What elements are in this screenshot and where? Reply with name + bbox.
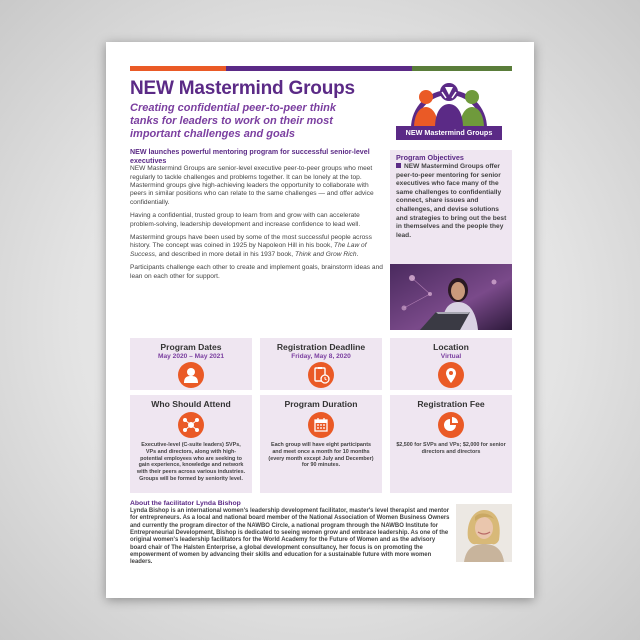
- card-title-program-duration: Program Duration: [284, 399, 358, 409]
- lynda-bishop-photo: [456, 504, 512, 562]
- who-should-attend-text: Executive-level (C-suite leaders) SVPs, VPs and directors, along with high-potential employees who are seeking to gain experience, knowledge and network with their peers across various industries. Groups will be formed by seniority level.: [136, 442, 246, 482]
- people-network-icon: [178, 412, 204, 438]
- intro-p3-text-a: Mastermind groups have been used by some of the most successful people across history. The concept was coined in 1925 by Napoleon Hill in his book,: [130, 234, 372, 250]
- bullet-icon: [396, 163, 401, 168]
- intro-paragraph-1: NEW Mastermind Groups are senior-level executive peer-to-peer groups who meet regularly to tackle challenges and problems together. It can be lonely at the top. Mastermind groups give high-achieving leaders the opportunity to collaborate with peers in similar positions who can relate to the same challenges — and offer advice confidentially.: [130, 165, 374, 206]
- facilitator-section: [130, 500, 450, 567]
- intro-paragraph-3: [130, 234, 386, 259]
- page-title: NEW Mastermind Groups: [130, 78, 355, 99]
- card-registration-deadline: [260, 338, 382, 390]
- registration-deadline-value: Friday, May 8, 2020: [291, 353, 351, 360]
- person-icon: [178, 362, 204, 388]
- top-color-bar: [130, 66, 512, 71]
- location-value: Virtual: [440, 353, 462, 360]
- card-title-registration-fee: Registration Fee: [417, 399, 485, 409]
- card-title-location: Location: [433, 342, 469, 352]
- card-who-should-attend: [130, 395, 252, 493]
- map-pin-icon: [438, 362, 464, 388]
- pie-chart-icon: [438, 412, 464, 438]
- card-title-who-should-attend: Who Should Attend: [151, 399, 231, 409]
- facilitator-title: About the facilitator Lynda Bishop: [130, 500, 241, 507]
- page-subtitle: Creating confidential peer-to-peer think tanks for leaders to work on their most important challenges and goals: [130, 102, 336, 140]
- card-program-dates: [130, 338, 252, 390]
- clipboard-clock-icon: [308, 362, 334, 388]
- logo-people-icon: [396, 76, 502, 128]
- objectives-text: [396, 163, 508, 240]
- woman-laptop-photo: [390, 264, 512, 330]
- intro-heading: NEW launches powerful mentoring program for successful senior-level executives: [130, 148, 370, 165]
- program-dates-value: May 2020 – May 2021: [158, 353, 224, 360]
- intro-paragraph-4: Participants challenge each other to create and implement goals, brainstorm ideas and lean on each other for support.: [130, 264, 383, 280]
- program-duration-text: Each group will have eight participants and meet once a month for 10 months (every month except July and December) for 90 minutes.: [268, 442, 374, 469]
- logo-label: NEW Mastermind Groups: [396, 126, 502, 140]
- card-registration-fee: [390, 395, 512, 493]
- book-title-think-and-grow-rich: Think and Grow Rich: [294, 250, 357, 258]
- card-location: [390, 338, 512, 390]
- flyer-page: [106, 42, 534, 598]
- intro-paragraph-2: Having a confidential, trusted group to learn from and grow with can accelerate problem-solving, leadership development and increase confidence to lead well.: [130, 212, 361, 228]
- intro-p3-text-b: , and described in more detail in his 1937 book,: [154, 250, 295, 258]
- color-bar-orange: [130, 66, 226, 71]
- objectives-body: NEW Mastermind Groups offer peer-to-peer mentoring for senior executives who face many of the same challenges to confidentially connect, share issues and challenges, and devise solutions and strategies to bring out the best in themselves and the people they lead.: [396, 163, 507, 239]
- color-bar-purple: [226, 66, 412, 71]
- card-title-program-dates: Program Dates: [160, 342, 222, 352]
- registration-fee-text: $2,500 for SVPs and VPs; $2,000 for senior directors and directors: [396, 442, 506, 455]
- mastermind-logo: [396, 76, 502, 140]
- objectives-title: Program Objectives: [396, 153, 464, 162]
- card-title-registration-deadline: Registration Deadline: [276, 342, 366, 352]
- card-program-duration: [260, 395, 382, 493]
- book-title-law-of-success: The Law of Success: [130, 242, 367, 258]
- intro-p3-text-c: .: [356, 250, 359, 258]
- color-bar-green: [412, 66, 512, 71]
- facilitator-bio: Lynda Bishop is an international women's leadership development facilitator, master's level therapist and mentor for entrepreneurs. As a local and national board member of the National Association of Women Business Owners and currently the program director of the NAWBO Circle, a national program through the NAWBO Institute for Entrepreneurial Development, Bishop is dedicated to seeing women grow and embrace leadership. As one of the original women's leadership facilitators for the World Academy for the Future of Women and as the advisory board chair of The Halsten Enterprise, a global development consultancy, her focus is on promoting the empowerment of women by advancing their skills and education for a sustainable future with more women leaders.: [130, 508, 450, 566]
- intro-section: [130, 148, 386, 286]
- calendar-icon: [308, 412, 334, 438]
- program-objectives-box: [390, 150, 512, 330]
